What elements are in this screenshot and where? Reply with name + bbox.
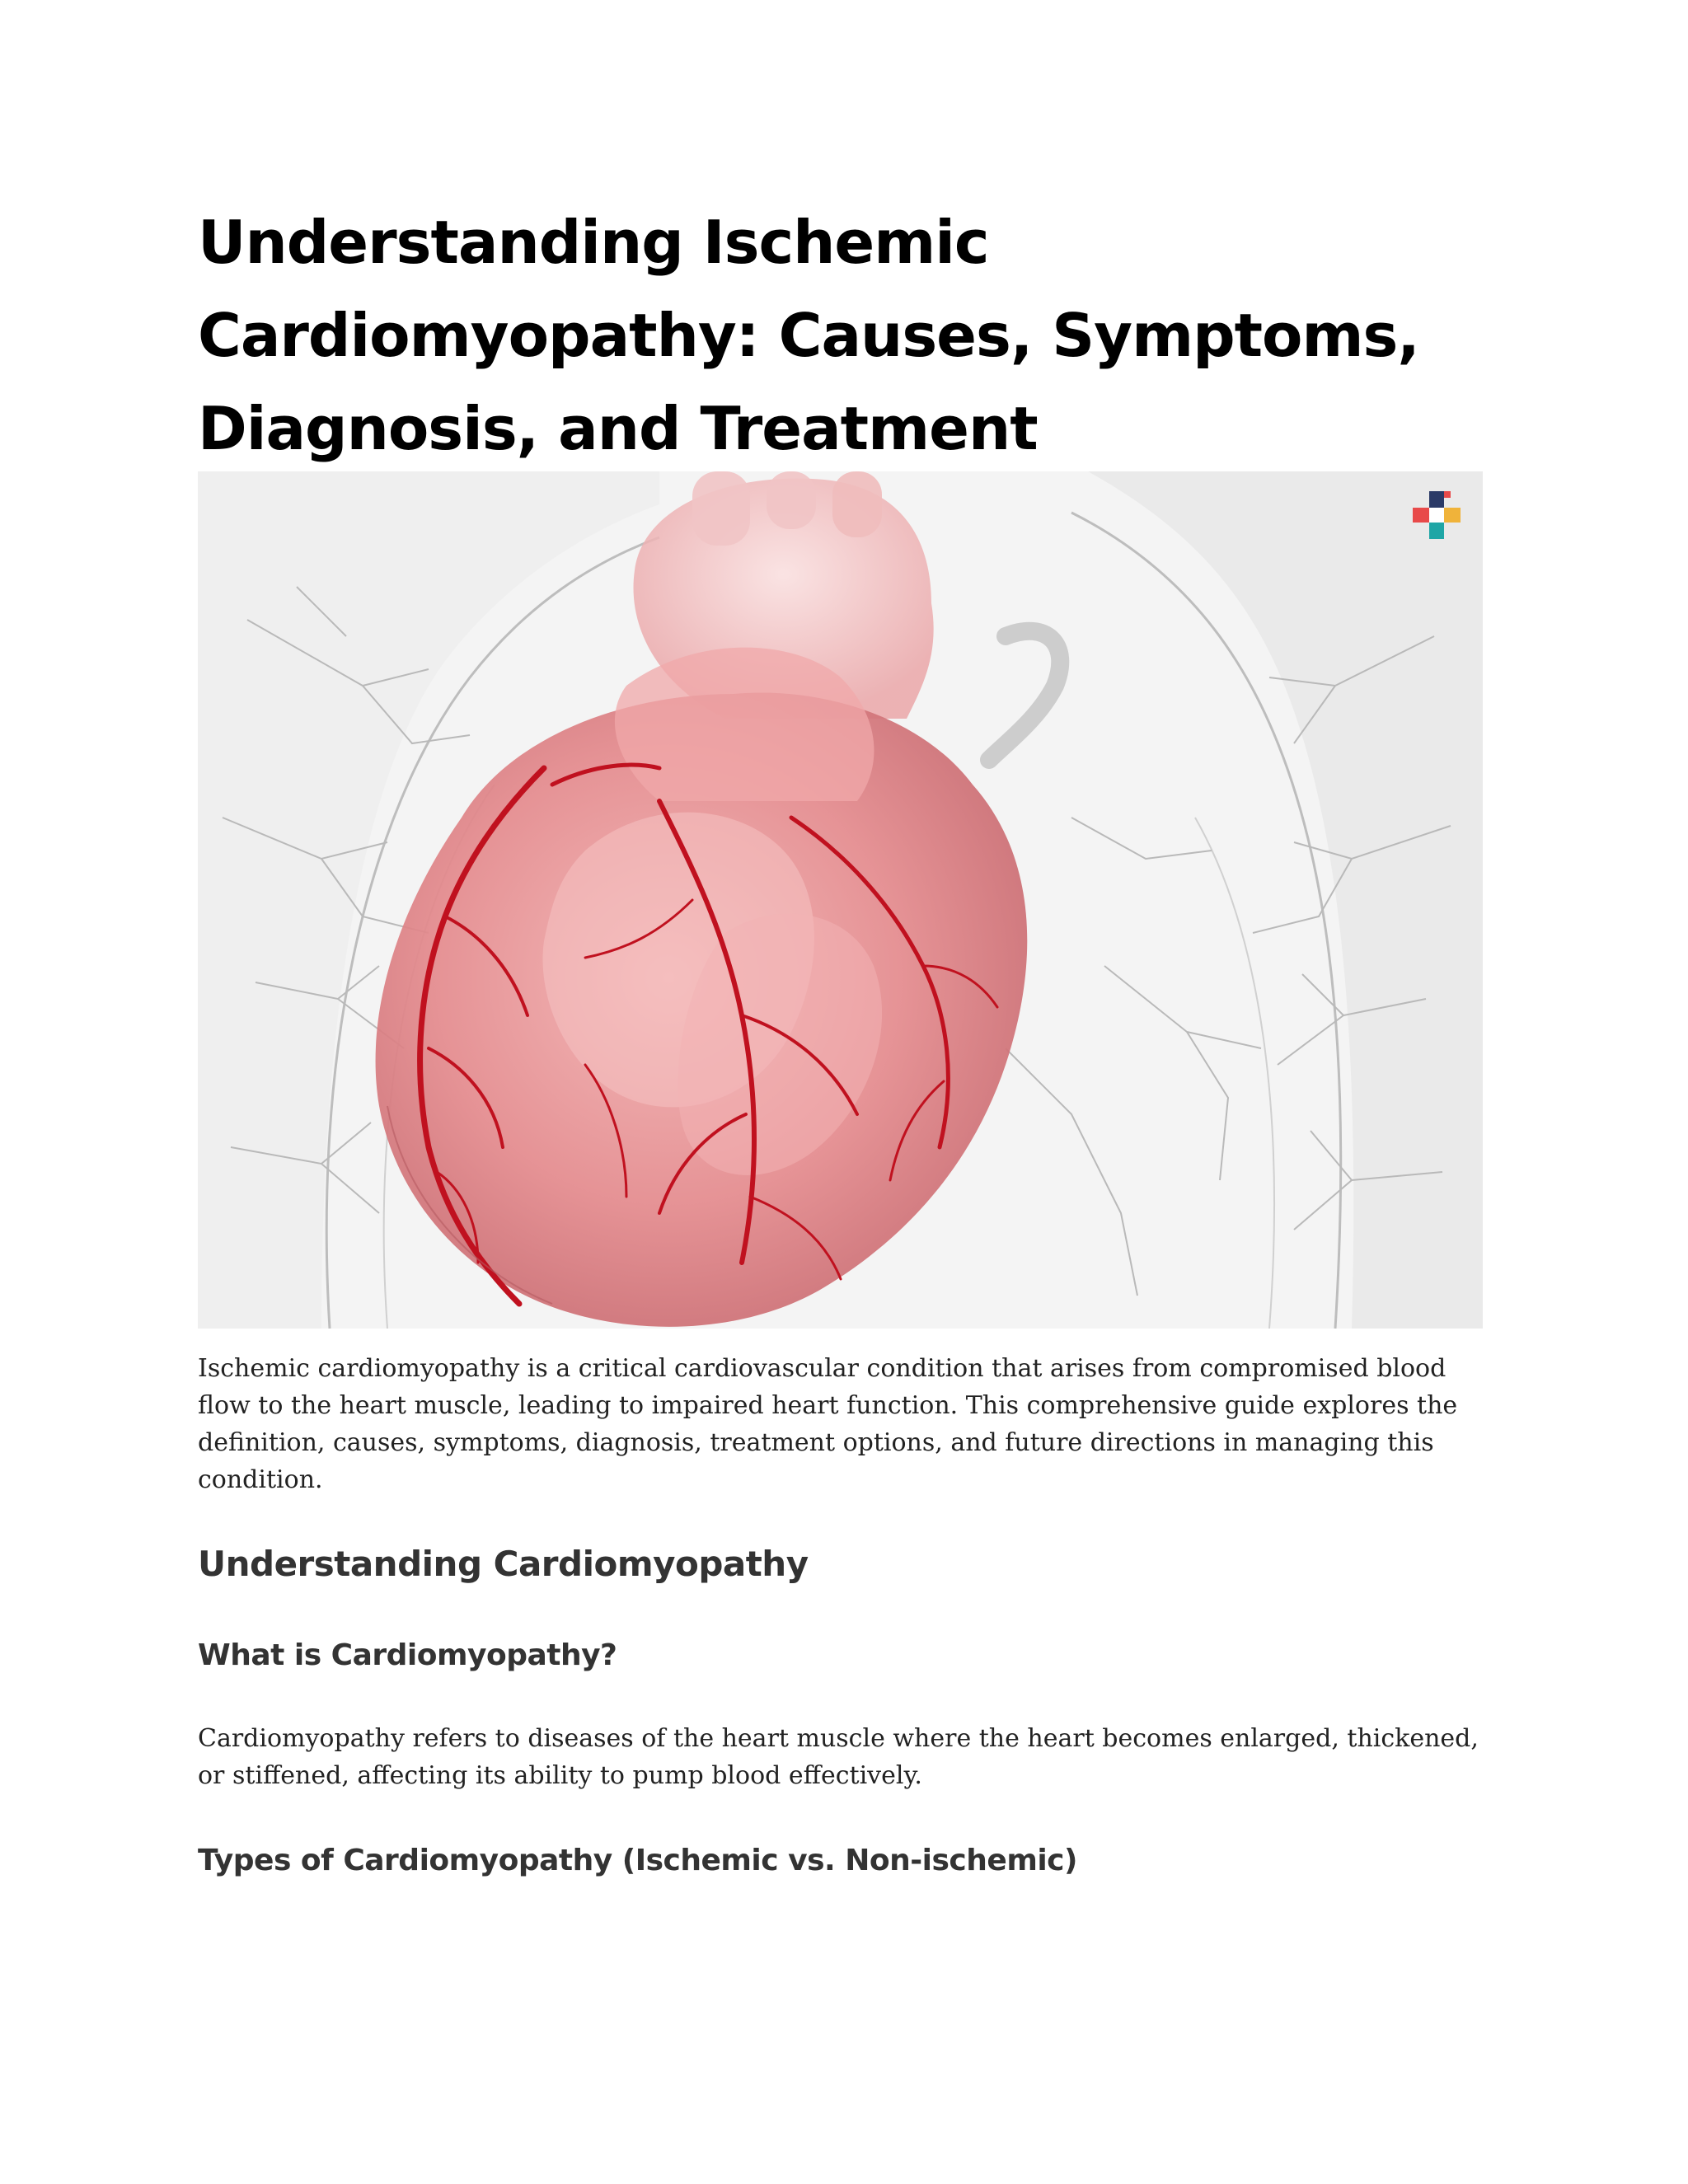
hero-image [198, 471, 1483, 1329]
section-heading: Understanding Cardiomyopathy [198, 1544, 809, 1584]
subheading-types: Types of Cardiomyopathy (Ischemic vs. Non-ischemic) [198, 1844, 1077, 1877]
heart-illustration [198, 471, 1483, 1329]
medical-cross-logo-icon [1409, 488, 1464, 542]
definition-paragraph: Cardiomyopathy refers to diseases of the heart muscle where the heart becomes enlarged, thickened, or stiffened, affecting its ability to pump blood effectively. [198, 1724, 1479, 1790]
subheading-what-is: What is Cardiomyopathy? [198, 1638, 617, 1672]
intro-paragraph: Ischemic cardiomyopathy is a critical cardiovascular condition that arises from compromised blood flow to the heart muscle, leading to impaired heart function. This comprehensive guide explores the definition, causes, symptoms, diagnosis, treatment options, and future directions in managing this condition. [198, 1354, 1458, 1494]
article-title: Understanding Ischemic Cardiomyopathy: Causes, Symptoms, Diagnosis, and Treatment [198, 208, 1419, 463]
